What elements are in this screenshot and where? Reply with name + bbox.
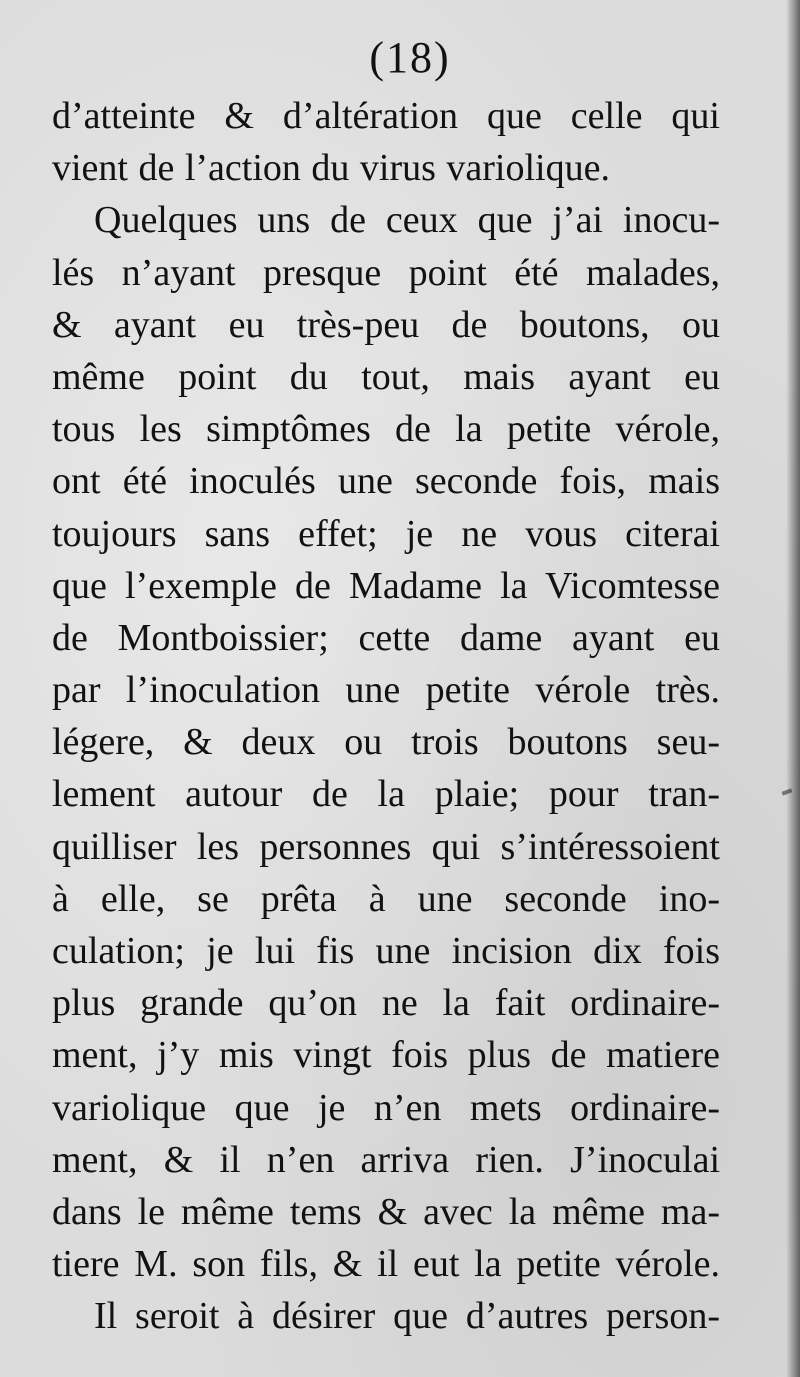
text-line: Il seroit à désirer que d’autres person- — [94, 1295, 720, 1338]
text-line: Quelques uns de ceux que j’ai inocu- — [94, 199, 720, 242]
text-line: plus grande qu’on ne la fait ordinaire- — [52, 982, 720, 1025]
text-line: légere, & deux ou trois boutons seu- — [52, 721, 720, 764]
text-line: & ayant eu très-peu de boutons, ou — [52, 303, 720, 346]
text-line: vient de l’action du virus variolique. — [52, 147, 610, 190]
text-line: même point du tout, mais ayant eu — [52, 355, 720, 398]
text-line: ont été inoculés une seconde fois, mais — [52, 460, 720, 503]
text-line: tous les simptômes de la petite vérole, — [52, 408, 720, 451]
text-line: toujours sans effet; je ne vous citerai — [52, 512, 720, 555]
text-line: que l’exemple de Madame la Vicomtesse — [52, 564, 720, 607]
text-line: quilliser les personnes qui s’intéressoient — [52, 825, 720, 868]
body-text — [52, 90, 720, 1343]
page-number: (18) — [369, 33, 451, 82]
text-line: ment, j’y mis vingt fois plus de matiere — [52, 1034, 720, 1077]
text-line: lement autour de la plaie; pour tran- — [52, 773, 720, 816]
text-line: ment, & il n’en arriva rien. J’inoculai — [52, 1138, 720, 1181]
text-line: de Montboissier; cette dame ayant eu — [52, 616, 720, 659]
text-line: tiere M. son fils, & il eut la petite vérole. — [52, 1243, 720, 1286]
text-line: variolique que je n’en mets ordinaire- — [52, 1086, 720, 1129]
text-line: par l’inoculation une petite vérole très. — [52, 669, 720, 712]
text-line: dans le même tems & avec la même ma- — [52, 1190, 720, 1233]
text-line: culation; je lui fis une incision dix fois — [52, 930, 720, 972]
text-line: d’atteinte & d’altération que celle qui — [52, 95, 720, 137]
text-line: lés n’ayant presque point été malades, — [52, 251, 720, 294]
page-edge-shadow — [786, 0, 800, 1377]
text-line: à elle, se prêta à une seconde ino- — [52, 877, 720, 920]
